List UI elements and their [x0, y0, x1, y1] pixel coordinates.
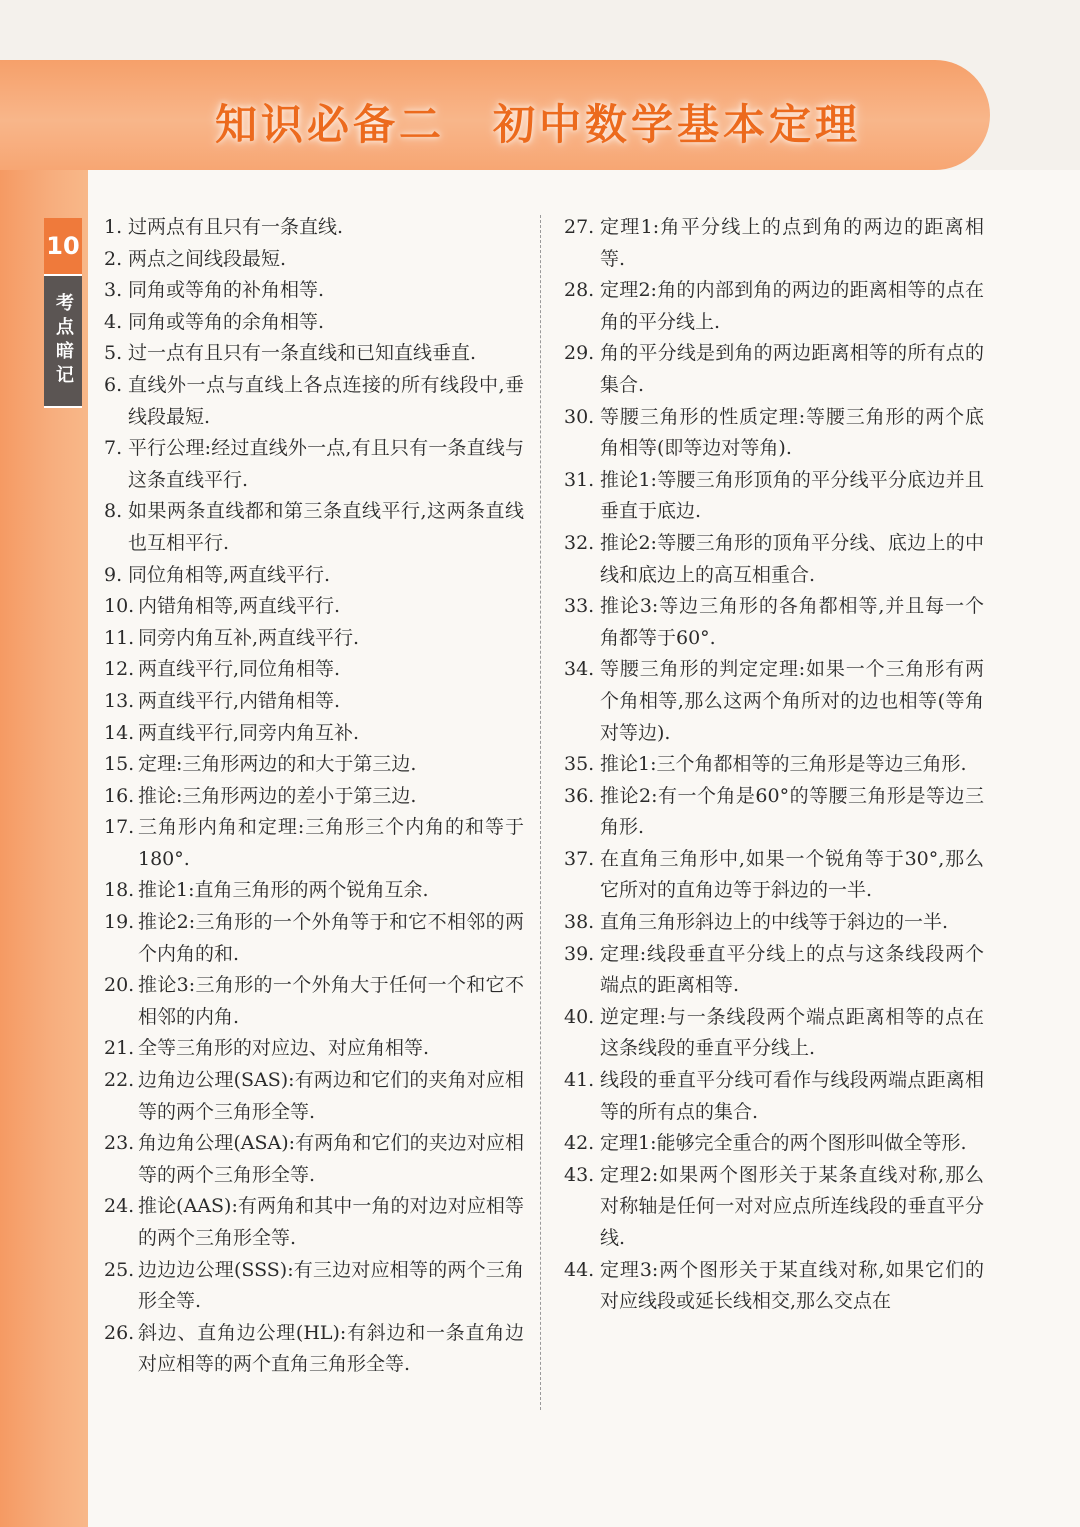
- theorem-item: [104, 654, 524, 686]
- theorem-number: 32.: [564, 531, 595, 554]
- theorem-item: [564, 1065, 984, 1128]
- theorem-text: 内错角相等,两直线平行.: [138, 595, 341, 618]
- theorem-item: [104, 1065, 524, 1128]
- page-number: 10: [44, 218, 82, 274]
- theorem-text: 过两点有且只有一条直线.: [128, 216, 344, 238]
- theorem-item: [104, 623, 524, 655]
- theorem-number: 22.: [104, 1069, 135, 1092]
- theorem-number: 29.: [564, 342, 595, 365]
- theorem-text: 边边边公理(SSS):有三边对应相等的两个三角形全等.: [138, 1258, 524, 1313]
- theorem-number: 21.: [104, 1037, 135, 1060]
- theorem-number: 41.: [564, 1069, 595, 1092]
- theorem-number: 38.: [564, 911, 595, 934]
- theorem-item: [564, 1128, 984, 1160]
- theorem-number: 1.: [104, 216, 123, 238]
- theorem-number: 6.: [104, 373, 123, 396]
- theorem-text: 直角三角形斜边上的中线等于斜边的一半.: [600, 911, 949, 934]
- theorem-number: 19.: [104, 911, 135, 934]
- theorem-text: 逆定理:与一条线段两个端点距离相等的点在这条线段的垂直平分线上.: [600, 1005, 984, 1060]
- theorem-item: [104, 591, 524, 623]
- theorem-item: [564, 212, 984, 275]
- theorem-item: [564, 1160, 984, 1255]
- side-tab-label: 考点暗记: [44, 276, 82, 406]
- theorem-number: 25.: [104, 1258, 135, 1281]
- theorem-text: 定理2:如果两个图形关于某条直线对称,那么对称轴是任何一对对应点所连线段的垂直平分线.: [600, 1163, 984, 1249]
- theorem-text: 直线外一点与直线上各点连接的所有线段中,垂线段最短.: [128, 373, 524, 428]
- theorem-number: 23.: [104, 1132, 135, 1155]
- theorem-item: [104, 781, 524, 813]
- theorem-text: 斜边、直角边公理(HL):有斜边和一条直角边对应相等的两个直角三角形全等.: [138, 1321, 524, 1376]
- theorem-number: 5.: [104, 342, 123, 365]
- theorem-number: 36.: [564, 784, 595, 807]
- theorem-text: 定理:线段垂直平分线上的点与这条线段两个端点的距离相等.: [600, 942, 984, 997]
- theorem-number: 16.: [104, 784, 135, 807]
- theorem-number: 24.: [104, 1195, 135, 1218]
- theorem-text: 同位角相等,两直线平行.: [128, 563, 331, 586]
- theorem-number: 8.: [104, 500, 123, 523]
- theorem-text: 定理1:能够完全重合的两个图形叫做全等形.: [600, 1132, 967, 1155]
- theorem-text: 边角边公理(SAS):有两边和它们的夹角对应相等的两个三角形全等.: [138, 1069, 524, 1123]
- theorem-number: 17.: [104, 816, 135, 839]
- theorem-number: 42.: [564, 1132, 595, 1155]
- page-title: [88, 72, 988, 172]
- theorem-number: 26.: [104, 1321, 135, 1344]
- theorem-text: 角的平分线是到角的两边距离相等的所有点的集合.: [600, 342, 984, 396]
- theorem-text: 如果两条直线都和第三条直线平行,这两条直线也互相平行.: [128, 500, 524, 554]
- theorem-item: [564, 844, 984, 907]
- theorem-item: [104, 749, 524, 781]
- theorem-item: [564, 781, 984, 844]
- theorem-text: 全等三角形的对应边、对应角相等.: [138, 1037, 430, 1060]
- theorem-item: [104, 1255, 524, 1318]
- theorem-item: [104, 307, 524, 339]
- theorem-text: 线段的垂直平分线可看作与线段两端点距离相等的所有点的集合.: [600, 1069, 984, 1123]
- theorem-text: 推论3:三角形的一个外角大于任何一个和它不相邻的内角.: [138, 974, 524, 1028]
- theorem-item: [564, 338, 984, 401]
- theorem-text: 同角或等角的补角相等.: [128, 279, 325, 302]
- theorem-number: 4.: [104, 310, 123, 333]
- theorem-item: [564, 402, 984, 465]
- theorem-text: 推论(AAS):有两角和其中一角的对边对应相等的两个三角形全等.: [138, 1195, 524, 1249]
- column-divider: [540, 215, 541, 1410]
- theorem-item: [104, 907, 524, 970]
- theorem-number: 2.: [104, 247, 123, 270]
- theorem-number: 10.: [104, 595, 135, 618]
- theorem-item: [564, 939, 984, 1002]
- theorem-item: [104, 1318, 524, 1381]
- theorem-number: 13.: [104, 689, 135, 712]
- theorem-number: 31.: [564, 468, 595, 491]
- theorem-text: 两点之间线段最短.: [128, 247, 287, 270]
- theorem-number: 28.: [564, 279, 595, 302]
- theorem-number: 18.: [104, 879, 135, 902]
- theorem-item: [104, 560, 524, 592]
- theorem-item: [564, 275, 984, 338]
- theorem-item: [104, 370, 524, 433]
- theorem-number: 3.: [104, 279, 123, 302]
- theorem-text: 定理:三角形两边的和大于第三边.: [138, 753, 417, 776]
- theorem-number: 14.: [104, 721, 135, 744]
- theorem-item: [564, 1002, 984, 1065]
- theorem-item: [104, 1128, 524, 1191]
- theorem-text: 等腰三角形的性质定理:等腰三角形的两个底角相等(即等边对等角).: [600, 405, 984, 460]
- right-column: [564, 212, 984, 1318]
- theorem-number: 9.: [104, 563, 123, 586]
- theorem-number: 39.: [564, 942, 595, 965]
- theorem-text: 定理3:两个图形关于某直线对称,如果它们的对应线段或延长线相交,那么交点在: [600, 1258, 984, 1313]
- theorem-number: 35.: [564, 753, 595, 776]
- theorem-text: 推论1:直角三角形的两个锐角互余.: [138, 879, 429, 902]
- theorem-number: 37.: [564, 847, 595, 870]
- theorem-text: 定理1:角平分线上的点到角的两边的距离相等.: [600, 216, 984, 270]
- theorem-number: 7.: [104, 437, 123, 460]
- theorem-item: [104, 496, 524, 559]
- theorem-text: 推论1:等腰三角形顶角的平分线平分底边并且垂直于底边.: [600, 468, 984, 523]
- theorem-item: [564, 749, 984, 781]
- title-part1: 知识必备二: [214, 100, 445, 149]
- theorem-text: 推论2:三角形的一个外角等于和它不相邻的两个内角的和.: [138, 911, 524, 965]
- theorem-number: 33.: [564, 595, 595, 618]
- theorem-item: [104, 275, 524, 307]
- theorem-item: [104, 970, 524, 1033]
- left-column: [104, 212, 524, 1381]
- title-part2: 初中数学基本定理: [493, 100, 862, 149]
- theorem-number: 34.: [564, 658, 595, 681]
- theorem-text: 两直线平行,同位角相等.: [138, 658, 341, 681]
- theorem-item: [104, 875, 524, 907]
- theorem-item: [104, 212, 524, 244]
- theorem-text: 推论2:等腰三角形的顶角平分线、底边上的中线和底边上的高互相重合.: [600, 531, 984, 586]
- theorem-item: [564, 654, 984, 749]
- theorem-item: [104, 338, 524, 370]
- theorem-text: 平行公理:经过直线外一点,有且只有一条直线与这条直线平行.: [128, 437, 524, 491]
- theorem-text: 推论3:等边三角形的各角都相等,并且每一个角都等于60°.: [600, 595, 984, 649]
- theorem-item: [104, 1033, 524, 1065]
- theorem-item: [104, 244, 524, 276]
- theorem-item: [564, 907, 984, 939]
- theorem-number: 12.: [104, 658, 135, 681]
- theorem-number: 20.: [104, 974, 135, 997]
- theorem-text: 角边角公理(ASA):有两角和它们的夹边对应相等的两个三角形全等.: [138, 1132, 524, 1186]
- theorem-number: 27.: [564, 216, 595, 238]
- theorem-text: 同角或等角的余角相等.: [128, 310, 325, 333]
- theorem-text: 等腰三角形的判定定理:如果一个三角形有两个角相等,那么这两个角所对的边也相等(等角对等边).: [600, 658, 984, 744]
- theorem-item: [104, 433, 524, 496]
- theorem-text: 三角形内角和定理:三角形三个内角的和等于180°.: [138, 816, 524, 870]
- theorem-item: [104, 718, 524, 750]
- theorem-number: 40.: [564, 1005, 595, 1028]
- theorem-text: 推论1:三个角都相等的三角形是等边三角形.: [600, 753, 967, 776]
- theorem-number: 43.: [564, 1163, 595, 1186]
- theorem-number: 15.: [104, 753, 135, 776]
- theorem-number: 11.: [104, 626, 135, 649]
- theorem-text: 定理2:角的内部到角的两边的距离相等的点在角的平分线上.: [600, 279, 984, 333]
- theorem-text: 两直线平行,内错角相等.: [138, 689, 341, 712]
- theorem-item: [564, 528, 984, 591]
- theorem-item: [104, 1191, 524, 1254]
- theorem-item: [104, 686, 524, 718]
- theorem-text: 在直角三角形中,如果一个锐角等于30°,那么它所对的直角边等于斜边的一半.: [600, 847, 984, 902]
- theorem-number: 30.: [564, 405, 595, 428]
- theorem-item: [564, 591, 984, 654]
- theorem-number: 44.: [564, 1258, 595, 1281]
- theorem-text: 同旁内角互补,两直线平行.: [138, 626, 360, 649]
- theorem-item: [104, 812, 524, 875]
- theorem-item: [564, 465, 984, 528]
- theorem-text: 推论:三角形两边的差小于第三边.: [138, 784, 417, 807]
- theorem-text: 两直线平行,同旁内角互补.: [138, 721, 360, 744]
- theorem-text: 过一点有且只有一条直线和已知直线垂直.: [128, 342, 477, 365]
- theorem-text: 推论2:有一个角是60°的等腰三角形是等边三角形.: [600, 784, 984, 839]
- theorem-item: [564, 1255, 984, 1318]
